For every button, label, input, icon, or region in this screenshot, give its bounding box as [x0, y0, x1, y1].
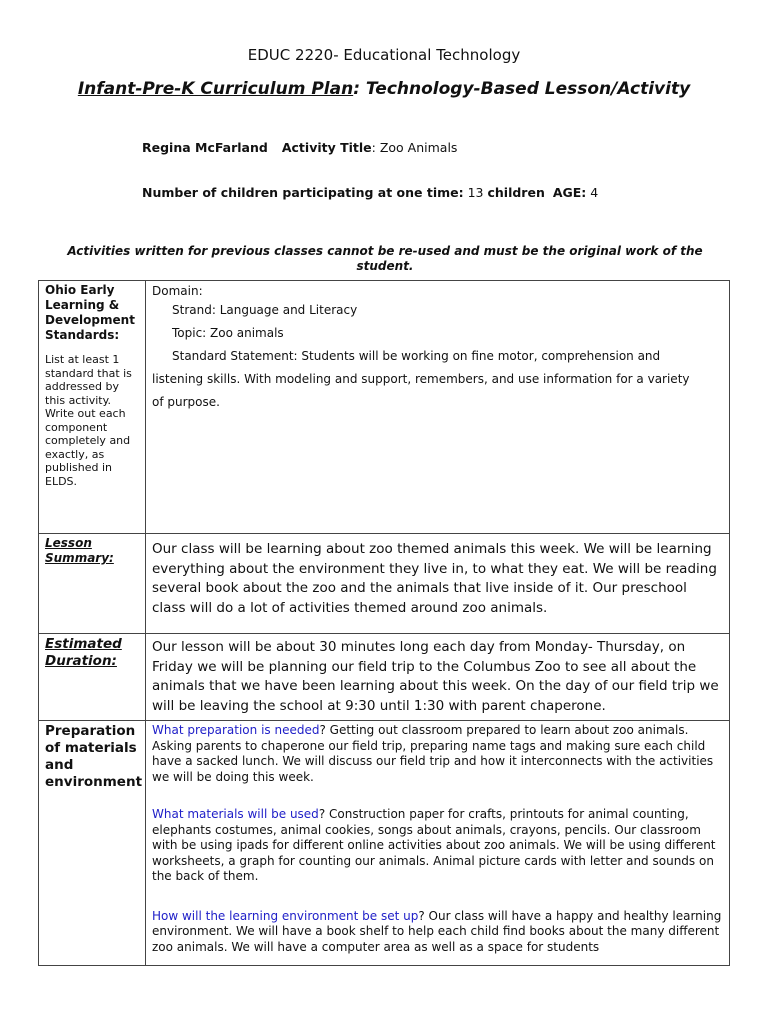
table-row [39, 281, 730, 534]
preparation-answer-1: What preparation is needed? Getting out classroom prepared to learn about zoo animals. Asking parents to chaperone our field trip, preparing name tags and making sure each child have a sacked lunch. We will discuss our field trip and how it interconnects with the activities we will be doing this week. [152, 723, 714, 784]
info-line-children [142, 185, 598, 200]
originality-notice: Activities written for previous classes cannot be re-used and must be the original work of the student. [67, 244, 703, 273]
duration-text: Our lesson will be about 30 minutes long each day from Monday- Thursday, on Friday we will be planning our field trip to the Columbus Zoo to see all about the animals that we have been learning about this week. On the day of our field trip we will be leaving the school at 9:30 until 1:30 with parent chaperone. [146, 634, 730, 721]
duration-heading: Estimated Duration: [45, 636, 122, 669]
info-line-name [142, 140, 457, 155]
table-row [39, 534, 730, 634]
strand-text: Strand: Language and Literacy [172, 303, 358, 317]
table-row [39, 721, 730, 966]
preparation-question-1: What preparation is needed [152, 723, 320, 737]
preparation-label-cell [39, 721, 146, 966]
statement-line-3: of purpose. [152, 395, 220, 409]
lesson-plan-table [38, 280, 730, 966]
domain-text: Domain: [152, 284, 203, 298]
plan-title [0, 79, 768, 99]
activity-title-value: : Zoo Animals [371, 140, 458, 155]
summary-label-cell [39, 534, 146, 634]
table-row [39, 634, 730, 721]
student-name: Regina McFarland [142, 140, 268, 155]
activity-title-label: Activity Title [281, 140, 372, 155]
standards-content-cell [146, 281, 730, 534]
children-label: Number of children participating at one time: [142, 185, 464, 200]
preparation-heading: Preparation of materials and environment [45, 723, 143, 790]
preparation-answer-3: How will the learning environment be set up? Our class will have a happy and healthy learning environment. We will have a book shelf to help each child find books about the many different zoo animals. We will have a computer area as well as a space for students [152, 908, 722, 954]
duration-label-cell [39, 634, 146, 721]
standards-heading: Ohio Early Learning & Development Standards: [45, 283, 135, 342]
standards-note: List at least 1 standard that is addressed by this activity. Write out each component completely and exactly, as published in ELDS. [45, 353, 132, 488]
preparation-content-cell [146, 721, 730, 966]
plan-title-underlined: Infant-Pre-K Curriculum Plan [77, 79, 354, 99]
preparation-question-2: What materials will be used [152, 807, 319, 821]
age-value: 4 [590, 185, 599, 200]
plan-title-rest: : Technology-Based Lesson/Activity [353, 79, 691, 99]
statement-line-2: listening skills. With modeling and support, remembers, and use information for a variety [152, 372, 690, 386]
summary-text: Our class will be learning about zoo themed animals this week. We will be learning everything about the environment they live in, to what they eat. We will be reading several book about the zoo and the animals that live inside of it. Our preschool class will do a lot of activities themed around zoo animals. [146, 534, 730, 634]
statement-line-1: Standard Statement: Students will be working on fine motor, comprehension and [172, 349, 661, 363]
standards-label-cell [39, 281, 146, 534]
preparation-question-3: How will the learning environment be set up [152, 908, 419, 923]
topic-text: Topic: Zoo animals [172, 326, 284, 340]
course-title: EDUC 2220- Educational Technology [247, 46, 521, 64]
preparation-answer-2: What materials will be used? Construction paper for crafts, printouts for animal counting, elephants costumes, animal cookies, songs about animals, crayons, pencils. Our classroom with be using ipads for different online activities about zoo animals. We will be using different worksheets, a graph for counting our animals. Animal picture cards with letter and sounds on the back of them. [152, 807, 716, 883]
summary-heading: Lesson Summary: [45, 536, 114, 565]
children-suffix: children [487, 185, 545, 200]
age-label: AGE: [552, 185, 587, 200]
children-count: 13 [467, 185, 484, 200]
